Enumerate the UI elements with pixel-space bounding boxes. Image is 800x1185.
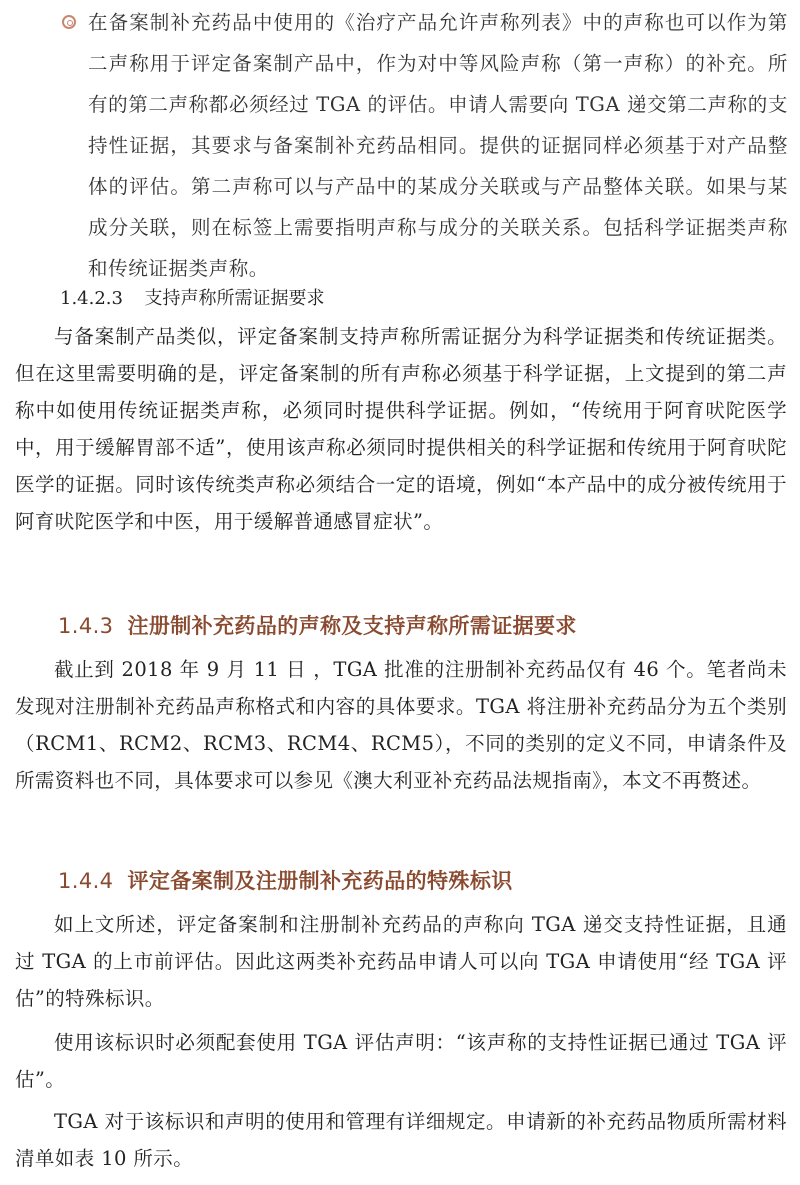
paragraph-special-mark: 如上文所述，评定备案制和注册制补充药品的声称向 TGA 递交支持性证据，且通过 TGA 的上市前评估。因此这两类补充药品申请人可以向 TGA 申请使用“经 TGA 评估”的特殊标识。 [15, 913, 787, 1010]
subsection-number: 1.4.2.3 [60, 288, 123, 309]
section-heading-1-4-3 [58, 611, 577, 641]
section-title: 注册制补充药品的声称及支持声称所需证据要求 [127, 614, 577, 638]
section-title: 评定备案制及注册制补充药品的特殊标识 [127, 869, 513, 893]
subsection-heading [60, 284, 324, 314]
section-heading-1-4-4 [58, 866, 513, 896]
paragraph-evidence-requirements: 与备案制产品类似，评定备案制支持声称所需证据分为科学证据类和传统证据类。 但在这里需要明确的是，评定备案制的所有声称必须基于科学证据，上文提到的第二声称中如使用传统证据类声称，必须同时提供科学证据。例如，“传统用于阿育吠陀医学中，用于缓解胃部不适”，使用该声称必须同时提供相关的科学证据和传统用于阿育吠陀医学的证据。同时该传统类声称必须结合一定的语境，例如“本产品中的成分被传统用于阿育吠陀医学和中医，用于缓解普通感冒症状”。 [15, 325, 787, 533]
paragraph-assessment-statement: 使用该标识时必须配套使用 TGA 评估声明：“该声称的支持性证据已通过 TGA 评估”。 [15, 1031, 787, 1091]
bullet-paragraph: 在备案制补充药品中使用的《治疗产品允许声称列表》中的声称也可以作为第二声称用于评定备案制产品中，作为对中等风险声称（第一声称）的补充。所有的第二声称都必须经过 TGA 的评估。申请人需要向 TGA 递交第二声称的支持性证据，其要求与备案制补充药品相同。提供的证据同样必须基于对产品整体的评估。第二声称可以与产品中的某成分关联或与产品整体关联。如果与某成分关联，则在标签上需要指明声称与成分的关联关系。包括科学证据类声称和传统证据类声称。 [88, 11, 788, 280]
subsection-title: 支持声称所需证据要求 [144, 288, 325, 309]
paragraph-management-rules: TGA 对于该标识和声明的使用和管理有详细规定。申请新的补充药品物质所需材料清单如表 10 所示。 [15, 1110, 787, 1170]
circle-bullet-icon [62, 15, 76, 29]
paragraph-registered-medicines: 截止到 2018 年 9 月 11 日 ，TGA 批准的注册制补充药品仅有 46 个。笔者尚未发现对注册制补充药品声称格式和内容的具体要求。TGA 将注册补充药品分为五个类别（RCM1、RCM2、RCM3、RCM4、RCM5），不同的类别的定义不同，申请条件及所需资料也不同，具体要求可以参见《澳大利亚补充药品法规指南》，本文不再赘述。 [15, 658, 787, 792]
section-number: 1.4.3 [58, 614, 114, 638]
section-number: 1.4.4 [58, 869, 114, 893]
